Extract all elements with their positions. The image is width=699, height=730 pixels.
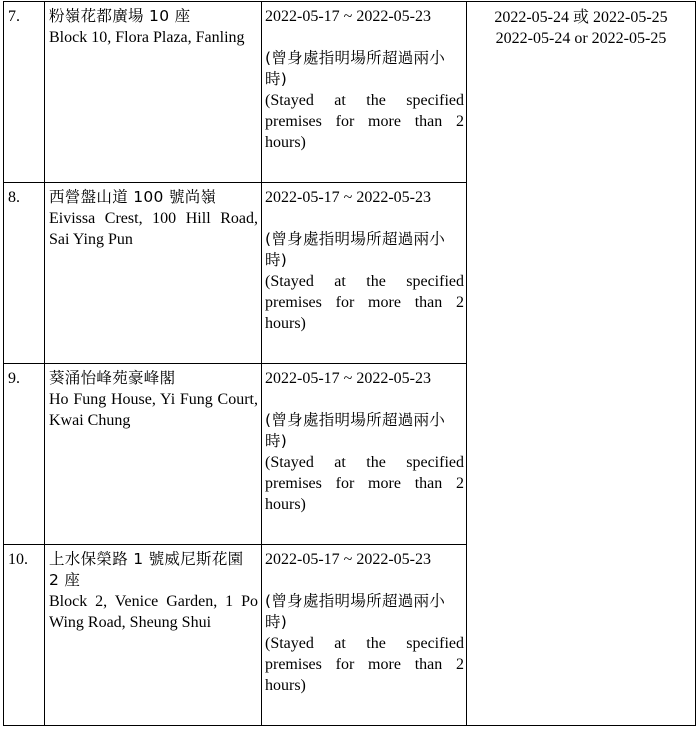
premises-name-zh: 西營盤山道 100 號尚嶺 [49,188,217,206]
period-note-zh: (曾身處指明場所超過兩小時) [265,411,446,450]
premises-name-en: Ho Fung House, Yi Fung Court, Kwai Chung [49,391,258,429]
premises-name-en: Eivissa Crest, 100 Hill Road, Sai Ying Pun [49,210,258,248]
test-dates-zh: 2022-05-24 或 2022-05-25 [494,9,668,26]
premises-name-zh: 上水保榮路 1 號威尼斯花園 2 座 [49,550,244,589]
test-dates-cell [467,2,696,726]
period-dates: 2022-05-17 ~ 2022-05-23 [265,189,431,206]
period-note-en: (Stayed at the specified premises for more than 2 hours) [265,635,464,694]
period-cell [262,2,467,183]
item-number: 7. [4,2,45,183]
item-number: 9. [4,364,45,545]
period-note-en: (Stayed at the specified premises for more than 2 hours) [265,92,464,151]
period-cell [262,364,467,545]
period-cell [262,545,467,726]
period-dates: 2022-05-17 ~ 2022-05-23 [265,370,431,387]
premises-cell [45,364,262,545]
period-note-en: (Stayed at the specified premises for more than 2 hours) [265,273,464,332]
period-cell [262,183,467,364]
premises-name-zh: 粉嶺花都廣場 10 座 [49,7,191,25]
premises-name-en: Block 2, Venice Garden, 1 Po Wing Road, Sheung Shui [49,593,258,631]
premises-name-en: Block 10, Flora Plaza, Fanling [49,29,245,46]
item-number: 8. [4,183,45,364]
period-note-zh: (曾身處指明場所超過兩小時) [265,230,446,269]
premises-name-zh: 葵涌怡峰苑豪峰閣 [49,369,176,387]
premises-cell [45,2,262,183]
item-number: 10. [4,545,45,726]
premises-cell [45,183,262,364]
test-dates-en: 2022-05-24 or 2022-05-25 [495,30,667,47]
table-row [4,2,696,183]
period-note-zh: (曾身處指明場所超過兩小時) [265,49,446,88]
premises-cell [45,545,262,726]
premises-table [3,1,696,726]
period-note-zh: (曾身處指明場所超過兩小時) [265,592,446,631]
period-dates: 2022-05-17 ~ 2022-05-23 [265,551,431,568]
period-note-en: (Stayed at the specified premises for more than 2 hours) [265,454,464,513]
period-dates: 2022-05-17 ~ 2022-05-23 [265,8,431,25]
